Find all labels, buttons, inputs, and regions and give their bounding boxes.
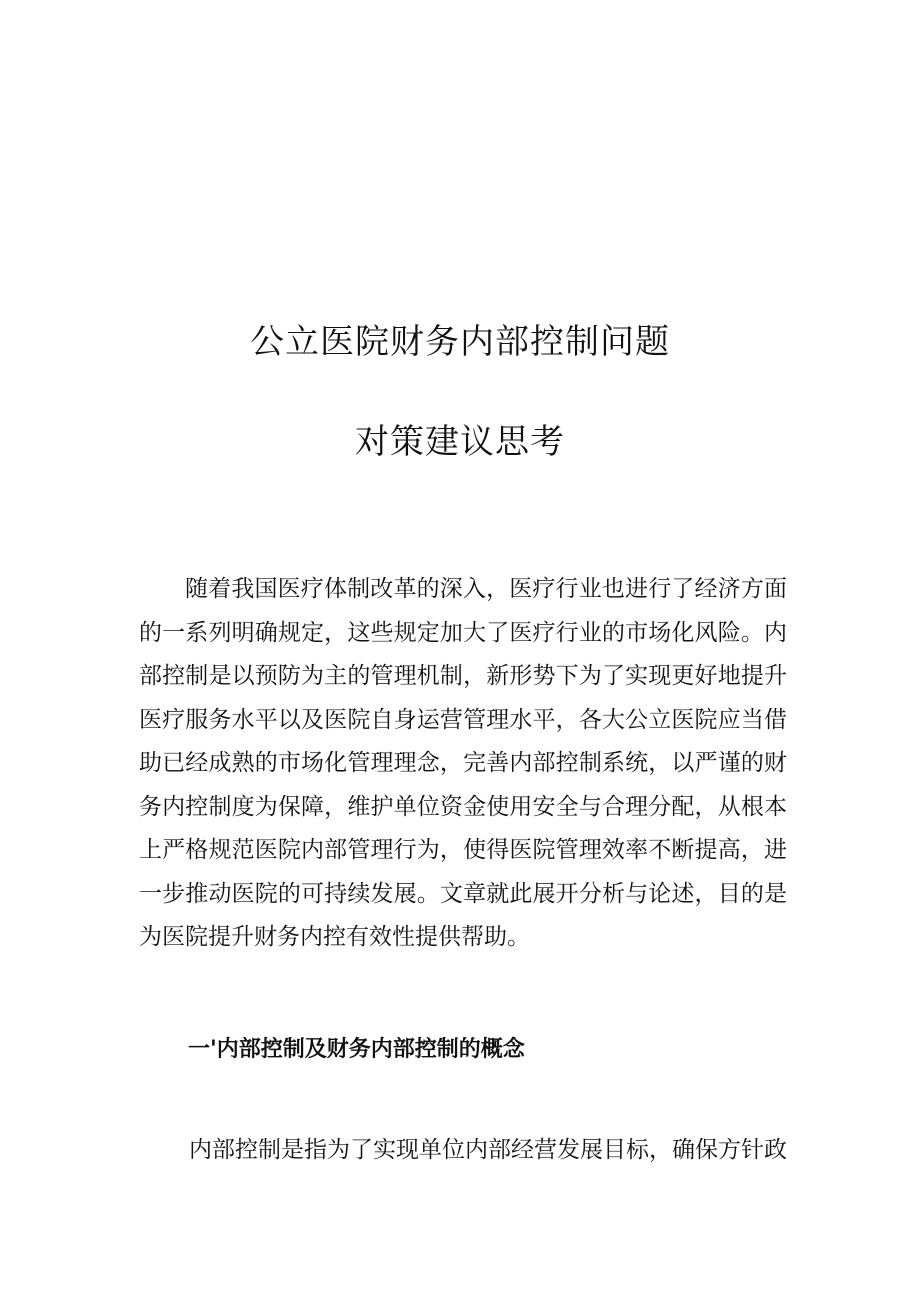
document-title-line1: 公立医院财务内部控制问题 (250, 322, 670, 362)
section-heading: 一'内部控制及财务内部控制的概念 (188, 1037, 525, 1062)
document-title-line2: 对策建议思考 (355, 422, 565, 462)
intro-paragraph: 随着我国医疗体制改革的深入，医疗行业也进行了经济方面的一系列明确规定，这些规定加大了医疗行业的市场化风险。内部控制是以预防为主的管理机制，新形势下为了实现更好地提升医疗服务水平以及医院自身运营管理水平，各大公立医院应当借助已经成熟的市场化管理理念，完善内部控制系统，以严谨的财务内控制度为保障，维护单位资金使用安全与合理分配，从根本上严格规范医院内部管理行为，使得医院管理效率不断提高，进一步推动医院的可持续发展。文章就此展开分析与论述，目的是为医院提升财务内控有效性提供帮助。 (139, 576, 787, 950)
section-paragraph: 内部控制是指为了实现单位内部经营发展目标，确保方针政 (189, 1137, 787, 1163)
